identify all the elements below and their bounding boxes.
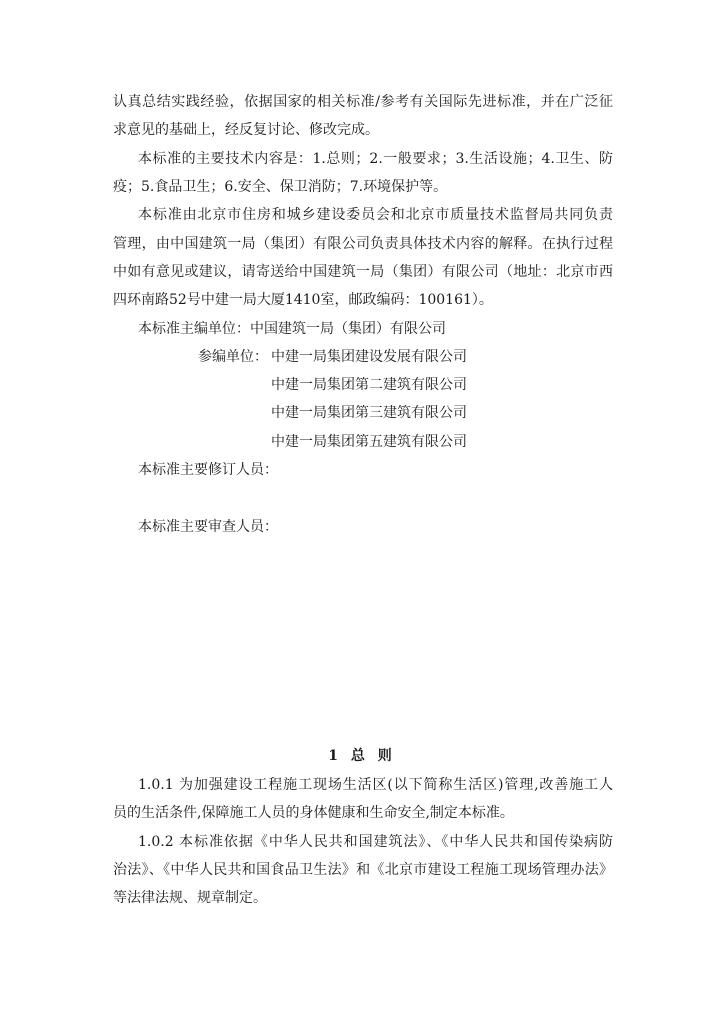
clause-1-0-2-line-3: 等法律法规、规章制定。 — [113, 890, 267, 906]
participant-unit: 中建一局集团建设发展有限公司 — [271, 349, 467, 365]
chapter-heading: 1 总 则 — [328, 748, 396, 764]
participant-unit: 中建一局集团第三建筑有限公司 — [271, 405, 467, 421]
preface-paragraph-3-line-2: 管理，由中国建筑一局（集团）有限公司负责具体技术内容的解释。在执行过程 — [113, 236, 613, 252]
preface-paragraph-2-line-2: 疫；5.食品卫生；6.安全、保卫消防；7.环境保护等。 — [113, 179, 448, 195]
clause-1-0-1-line-2: 员的生活条件,保障施工人员的身体健康和生命安全,制定本标准。 — [113, 805, 514, 821]
preface-paragraph-1-line-2: 求意见的基础上，经反复讨论、修改完成。 — [113, 122, 379, 138]
clause-1-0-2-line-2: 治法》、《中华人民共和国食品卫生法》和《北京市建设工程施工现场管理办法》 — [113, 862, 613, 878]
clause-1-0-1-line-1: 1.0.1 为加强建设工程施工现场生活区(以下简称生活区)管理,改善施工人 — [138, 777, 613, 793]
preface-paragraph-2-line-1: 本标准的主要技术内容是：1.总则；2.一般要求；3.生活设施；4.卫生、防 — [138, 151, 613, 167]
clause-1-0-2-line-1: 1.0.2 本标准依据《中华人民共和国建筑法》、《中华人民共和国传染病防 — [138, 834, 613, 850]
preface-paragraph-3-line-1: 本标准由北京市住房和城乡建设委员会和北京市质量技术监督局共同负责 — [138, 207, 613, 223]
preface-paragraph-1-line-1: 认真总结实践经验，依据国家的相关标准/参考有关国际先进标准，并在广泛征 — [113, 94, 613, 110]
preface-paragraph-3-line-3: 中如有意见或建议，请寄送给中国建筑一局（集团）有限公司（地址：北京市西 — [113, 264, 613, 280]
preface-paragraph-3-line-4: 四环南路52号中建一局大厦1410室，邮政编码：100161）。 — [113, 292, 493, 308]
main-drafters-label: 本标准主要修订人员： — [138, 462, 278, 478]
main-reviewers-label: 本标准主要审查人员： — [138, 519, 278, 535]
participant-unit: 中建一局集团第五建筑有限公司 — [271, 434, 467, 450]
chief-editor-unit: 本标准主编单位：中国建筑一局（集团）有限公司 — [138, 321, 446, 337]
participant-unit: 中建一局集团第二建筑有限公司 — [271, 377, 467, 393]
participants-label: 参编单位： — [198, 349, 268, 365]
